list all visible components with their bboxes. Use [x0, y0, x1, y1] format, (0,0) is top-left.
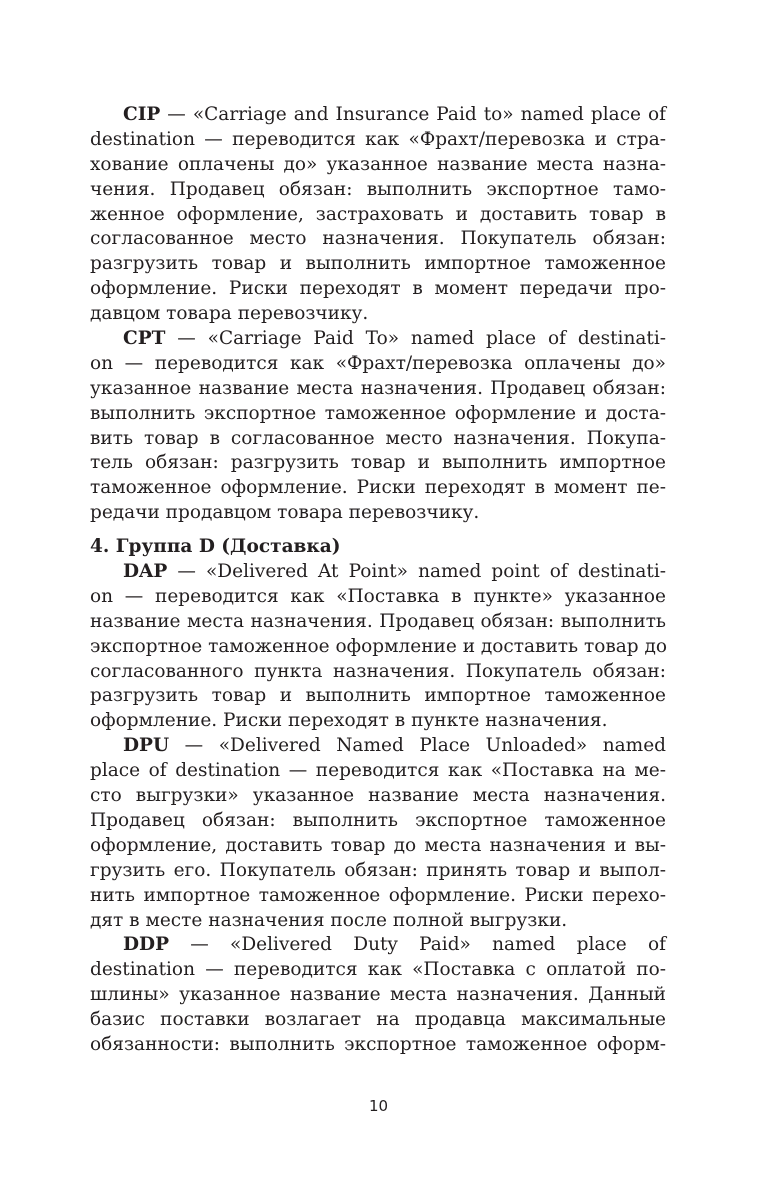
- text-line: [90, 560, 666, 585]
- text-line: разгрузить товар и выполнить импортное таможенное: [90, 253, 666, 275]
- text-fragment: — «Delivered Duty Paid» named place of: [169, 934, 666, 956]
- text-line: разгрузить товар и выполнить импортное таможенное: [90, 685, 666, 707]
- text-line: оформление. Риски переходят в момент передачи про-: [90, 278, 666, 300]
- text-line: place of destination — переводится как «Поставка на ме-: [90, 760, 666, 782]
- text-line: шлины» указанное название места назначения. Данный: [90, 984, 666, 1006]
- term-dpu: DPU: [123, 735, 170, 757]
- text-line: давцом товара перевозчику.: [90, 303, 369, 325]
- text-fragment: — «Delivered At Point» named point of destinati-: [167, 561, 666, 583]
- text-line: женное оформление, застраховать и доставить товар в: [90, 203, 666, 225]
- section-heading: 4. Группа D (Доставка): [90, 536, 341, 558]
- term-ddp: DDP: [123, 934, 169, 956]
- text-line: согласованного пункта назначения. Покупатель обязан:: [90, 660, 666, 682]
- term-cip: CIP: [123, 104, 161, 125]
- text-line: название места назначения. Продавец обязан: выполнить: [90, 610, 666, 632]
- text-fragment: — «Delivered Named Place Unloaded» named: [169, 735, 666, 757]
- page-number: 10: [368, 1097, 389, 1115]
- paragraph-dpu: [90, 734, 666, 933]
- text-line: указанное название места назначения. Продавец обязан:: [90, 377, 666, 399]
- text-line: обязанности: выполнить экспортное таможенное оформ-: [90, 1033, 666, 1055]
- text-line: Продавец обязан: выполнить экспортное таможенное: [90, 809, 666, 831]
- text-line: согласованное место назначения. Покупатель обязан:: [90, 228, 666, 250]
- text-line: дят в месте назначения после полной выгрузки.: [90, 909, 568, 931]
- text-line: оформление, доставить товар до места назначения и вы-: [90, 834, 666, 856]
- page-body: [90, 103, 666, 1058]
- text-line: destination — переводится как «Поставка с оплатой по-: [90, 959, 666, 981]
- text-line: вить товар в согласованное место назначения. Покупа-: [90, 427, 666, 449]
- text-fragment: — «Carriage and Insurance Paid to» named place of: [160, 104, 666, 125]
- paragraph-ddp: [90, 933, 666, 1057]
- text-line: [90, 103, 666, 128]
- text-line: базис поставки возлагает на продавца максимальные: [90, 1009, 666, 1031]
- term-dap: DAP: [123, 561, 168, 583]
- text-line: [90, 734, 666, 759]
- text-line: нить импортное таможенное оформление. Риски перехо-: [90, 884, 666, 906]
- paragraph-dap: [90, 560, 666, 734]
- text-line: оформление. Риски переходят в пункте назначения.: [90, 710, 608, 732]
- term-cpt: CPT: [123, 328, 166, 350]
- text-line: [90, 933, 666, 958]
- text-line: on — переводится как «Поставка в пункте» указанное: [90, 585, 666, 607]
- text-fragment: — «Carriage Paid To» named place of destinati-: [165, 328, 666, 350]
- text-line: редачи продавцом товара перевозчику.: [90, 502, 480, 524]
- text-line: таможенное оформление. Риски переходят в момент пе-: [90, 477, 666, 499]
- text-line: грузить его. Покупатель обязан: принять товар и выпол-: [90, 859, 666, 881]
- paragraph-cpt: [90, 327, 666, 526]
- text-line: экспортное таможенное оформление и доставить товар до: [90, 635, 668, 657]
- text-line: [90, 327, 666, 352]
- paragraph-cip: [90, 103, 666, 327]
- text-line: выполнить экспортное таможенное оформление и доста-: [90, 402, 666, 424]
- text-line: on — переводится как «Фрахт/перевозка оплачены до»: [90, 352, 666, 374]
- text-line: хование оплачены до» указанное название места назна-: [90, 153, 666, 175]
- text-line: destination — переводится как «Фрахт/перевозка и стра-: [90, 128, 666, 150]
- text-line: чения. Продавец обязан: выполнить экспортное тамо-: [90, 178, 666, 200]
- text-line: тель обязан: разгрузить товар и выполнить импортное: [90, 452, 666, 474]
- text-line: сто выгрузки» указанное название места назначения.: [90, 785, 666, 807]
